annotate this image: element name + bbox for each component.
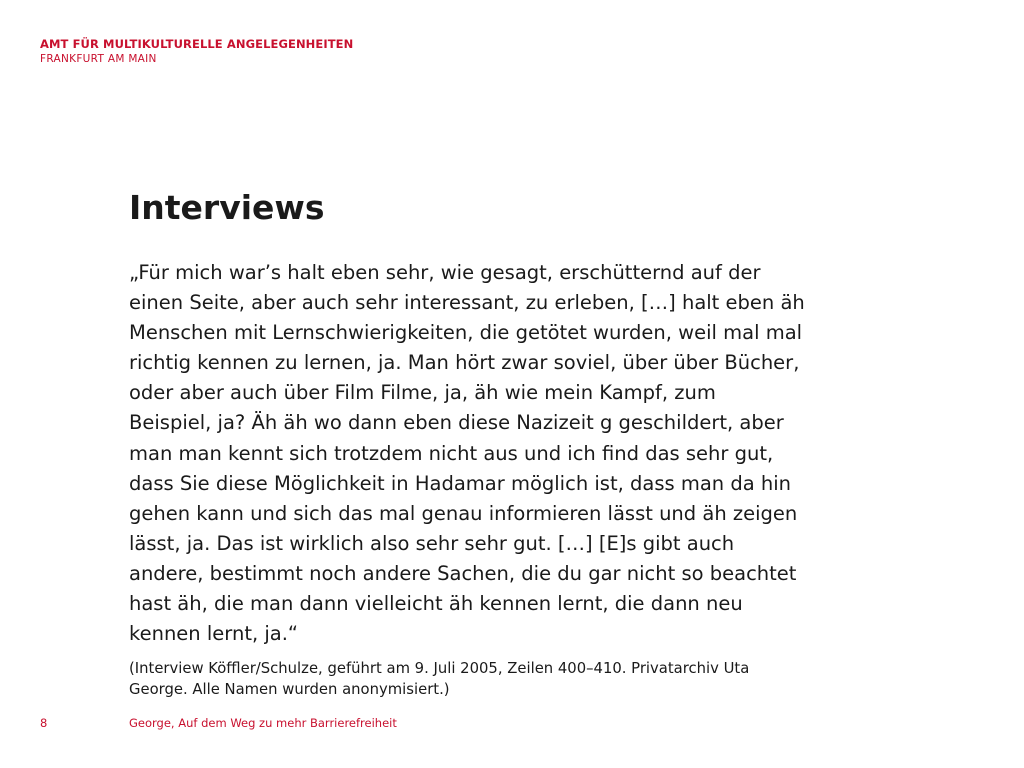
quote-line: man man kennt sich trotzdem nicht aus und ich find das sehr gut, bbox=[129, 441, 774, 465]
source-citation bbox=[129, 658, 959, 700]
quote-line: hast äh, die man dann vielleicht äh kennen lernt, die dann neu bbox=[129, 592, 743, 616]
quote-line: oder aber auch über Film Filme, ja, äh wie mein Kampf, zum bbox=[129, 381, 716, 405]
quote-line: kennen lernt, ja.“ bbox=[129, 622, 299, 646]
source-line: (Interview Köffler/Schulze, geführt am 9. Juli 2005, Zeilen 400–410. Privatarchiv Uta bbox=[129, 660, 750, 677]
page-number: 8 bbox=[40, 716, 48, 730]
organization-name: AMT FÜR MULTIKULTURELLE ANGELEGENHEITEN bbox=[40, 37, 354, 51]
footer-text: George, Auf dem Weg zu mehr Barrierefreiheit bbox=[129, 716, 397, 730]
quote-line: einen Seite, aber auch sehr interessant, zu erleben, […] halt eben äh bbox=[129, 291, 805, 315]
quote-line: Menschen mit Lernschwierigkeiten, die getötet wurden, weil mal mal bbox=[129, 321, 803, 345]
quote-line: dass Sie diese Möglichkeit in Hadamar möglich ist, dass man da hin bbox=[129, 471, 792, 495]
quote-line: lässt, ja. Das ist wirklich also sehr sehr gut. […] [E]s gibt auch bbox=[129, 531, 735, 555]
quote-line: andere, bestimmt noch andere Sachen, die du gar nicht so beachtet bbox=[129, 561, 797, 585]
interview-quote bbox=[129, 258, 959, 649]
organization-city: FRANKFURT AM MAIN bbox=[40, 53, 157, 65]
quote-line: Beispiel, ja? Äh äh wo dann eben diese Nazizeit g geschildert, aber bbox=[129, 411, 784, 435]
quote-line: gehen kann und sich das mal genau informieren lässt und äh zeigen bbox=[129, 501, 798, 525]
slide-title: Interviews bbox=[129, 188, 325, 227]
quote-line: richtig kennen zu lernen, ja. Man hört zwar soviel, über über Bücher, bbox=[129, 351, 800, 375]
quote-line: „Für mich war’s halt eben sehr, wie gesagt, erschütternd auf der bbox=[129, 261, 761, 284]
source-line: George. Alle Namen wurden anonymisiert.) bbox=[129, 681, 450, 698]
organization-header bbox=[40, 37, 353, 67]
